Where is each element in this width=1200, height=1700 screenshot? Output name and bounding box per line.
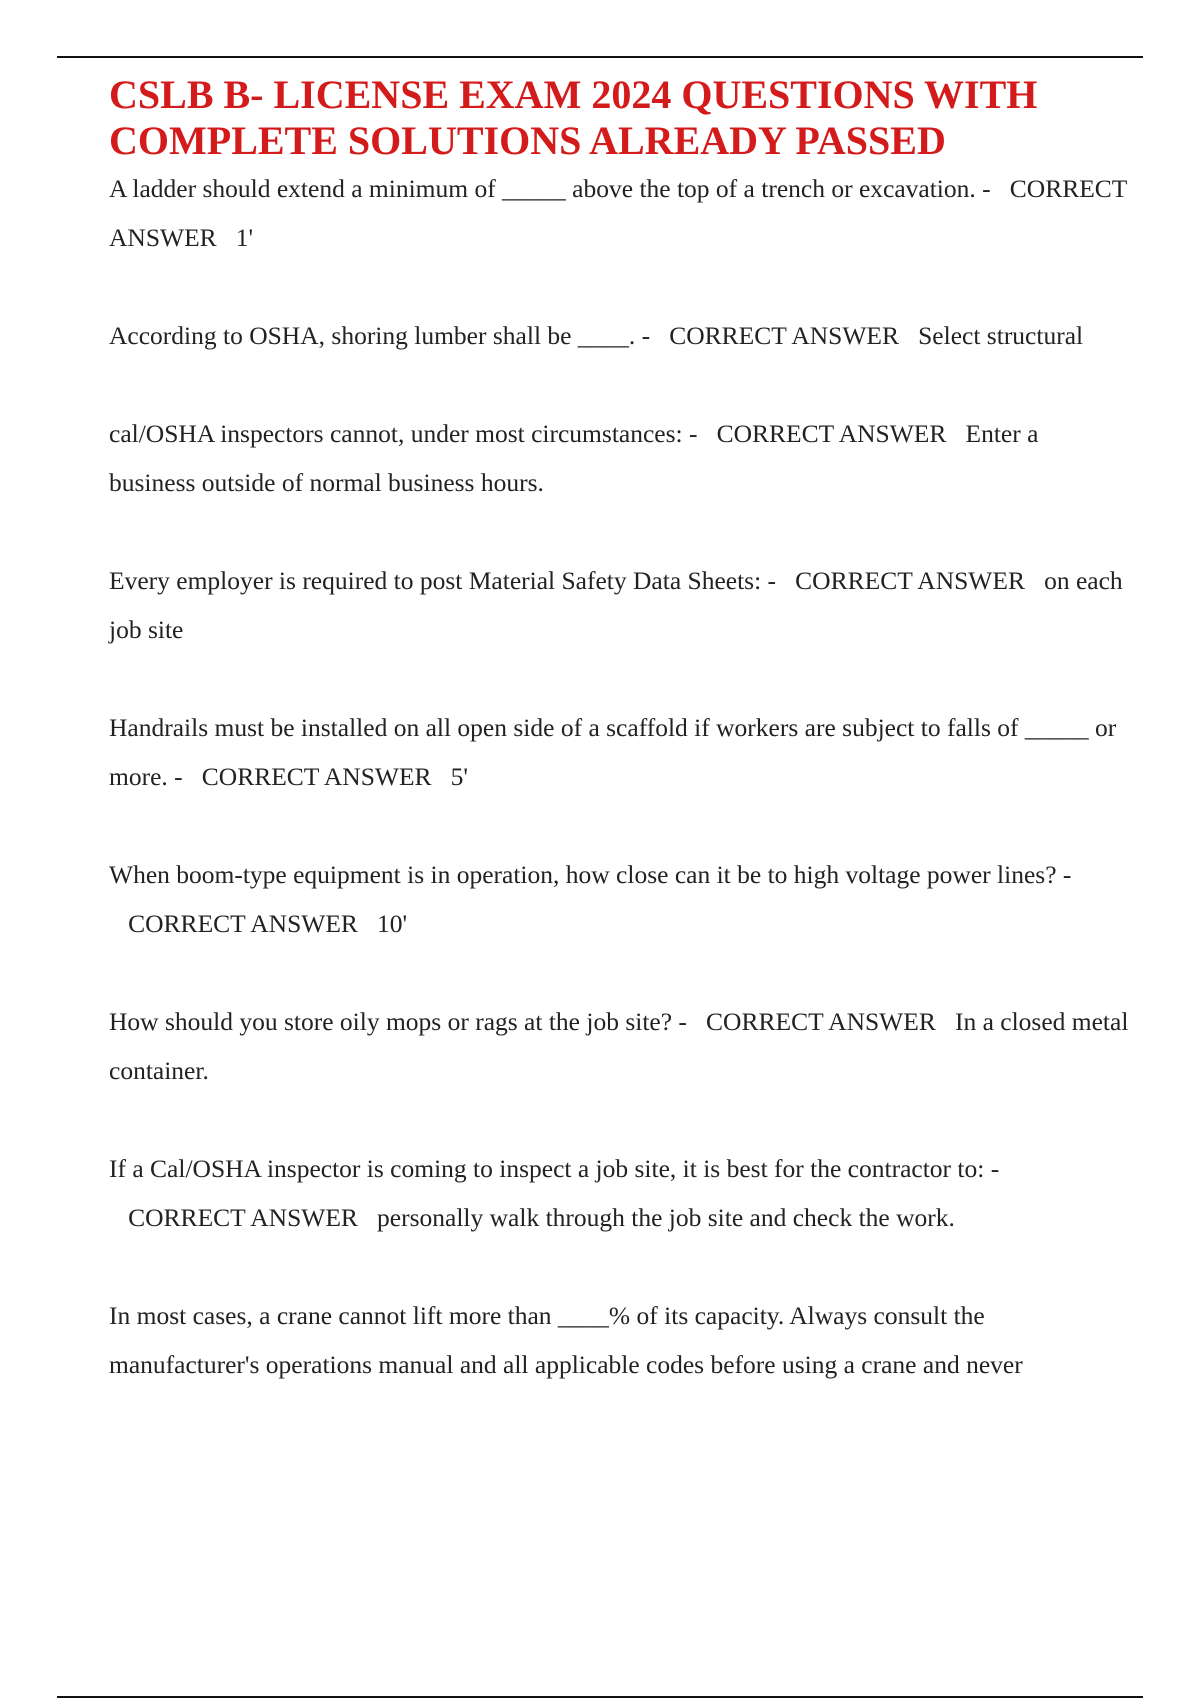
document-body — [109, 72, 1129, 1438]
question-text: In most cases, a crane cannot lift more than ____% of its capacity. Always consult the manufacturer's operations manual and all applicable codes before using a crane and never — [109, 1301, 1023, 1379]
question-text: Handrails must be installed on all open side of a scaffold if workers are subject to falls of _____ or more. - — [109, 713, 1117, 791]
answer-marker: CORRECT ANSWER — [128, 909, 358, 938]
question-text: When boom-type equipment is in operation, how close can it be to high voltage power lines? - — [109, 860, 1072, 889]
qa-item-6 — [109, 850, 1129, 948]
qa-item-7 — [109, 997, 1129, 1095]
question-text: If a Cal/OSHA inspector is coming to inspect a job site, it is best for the contractor to: - — [109, 1154, 1000, 1183]
answer-marker: CORRECT ANSWER — [716, 419, 947, 448]
answer-text: Select structural — [918, 321, 1084, 350]
question-text: Every employer is required to post Material Safety Data Sheets: - — [109, 566, 777, 595]
qa-item-3 — [109, 409, 1129, 507]
document-title: CSLB B- LICENSE EXAM 2024 QUESTIONS WITH COMPLETE SOLUTIONS ALREADY PASSED — [109, 72, 1038, 163]
answer-text: 10' — [377, 909, 408, 938]
answer-marker: CORRECT ANSWER — [706, 1007, 936, 1036]
question-text: cal/OSHA inspectors cannot, under most circumstances: - — [109, 419, 698, 448]
answer-marker: CORRECT ANSWER — [669, 321, 899, 350]
qa-list — [109, 164, 1129, 1389]
question-text: A ladder should extend a minimum of _____ above the top of a trench or excavation. - — [109, 174, 991, 203]
qa-item-8 — [109, 1144, 1129, 1242]
qa-item-4 — [109, 556, 1129, 654]
answer-text: In a closed metal container. — [109, 1007, 1129, 1085]
qa-item-9 — [109, 1291, 1129, 1389]
answer-marker: CORRECT ANSWER — [109, 174, 1127, 252]
answer-marker: CORRECT ANSWER — [128, 1203, 358, 1232]
answer-text: on each job site — [109, 566, 1123, 644]
answer-text: 1' — [235, 223, 254, 252]
top-rule — [57, 56, 1143, 58]
answer-text: personally walk through the job site and check the work. — [377, 1203, 955, 1232]
qa-item-5 — [109, 703, 1129, 801]
answer-text: 5' — [450, 762, 469, 791]
answer-marker: CORRECT ANSWER — [201, 762, 432, 791]
qa-item-2 — [109, 311, 1129, 360]
answer-text: Enter a business outside of normal business hours. — [109, 419, 1039, 497]
qa-item-1 — [109, 164, 1129, 262]
bottom-rule — [57, 1696, 1143, 1698]
question-text: How should you store oily mops or rags at the job site? - — [109, 1007, 687, 1036]
answer-marker: CORRECT ANSWER — [795, 566, 1025, 595]
question-text: According to OSHA, shoring lumber shall be ____. - — [109, 321, 651, 350]
